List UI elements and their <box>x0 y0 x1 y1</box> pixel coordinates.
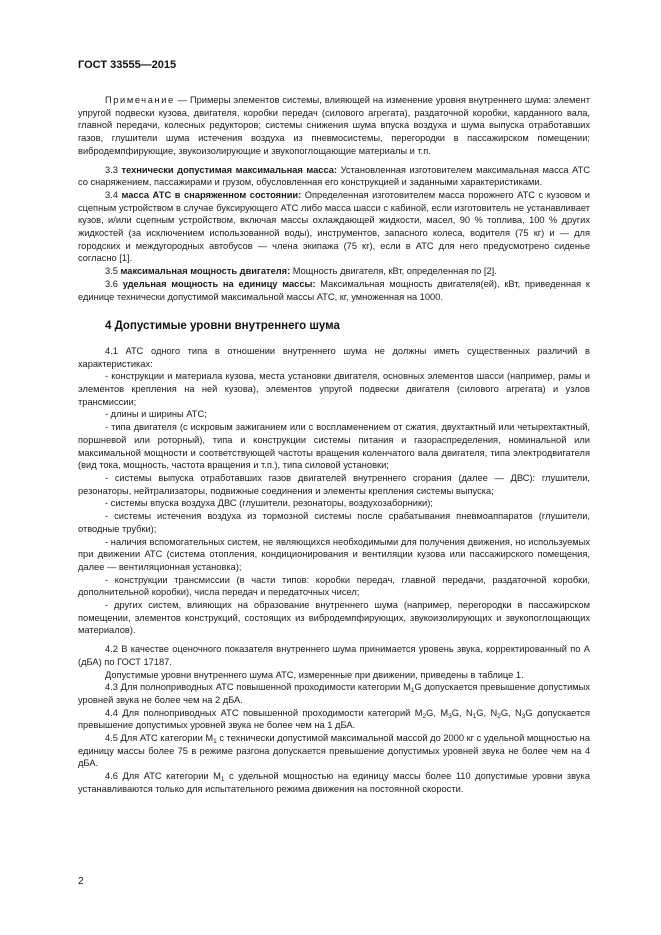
text-run: 4.3 Для полноприводных АТС повышенной проходимости категории M <box>105 682 411 693</box>
text-run: G, N <box>500 707 522 718</box>
text-run: G допускается превышение допустимых уровней звука не более чем на 2 дБА. <box>78 682 590 705</box>
definition-number: 3.4 <box>105 189 122 200</box>
definition-term: технически допустимая максимальная масса: <box>121 164 338 175</box>
subscript: 1 <box>410 687 415 695</box>
paragraph-4-3 <box>78 681 590 706</box>
text-run: 4.5 Для АТС категории M <box>105 733 214 744</box>
subscript: 1 <box>220 776 225 784</box>
subscript: 3 <box>521 712 526 720</box>
list-item: - наличия вспомогательных систем, не являющихся необходимыми для получения движения, но используемых при движении АТС (система отопления, кондиционирования и вентиляции кузова или пассажирского помещения, далее — вентиляционная установка); <box>78 536 590 572</box>
definition-text: Установленная изготовителем максимальная масса АТС со снаряжением, пассажирами и грузом, обусловленная его конструкцией и заданными характеристиками. <box>78 164 590 188</box>
definition-term: масса АТС в снаряженном состоянии: <box>121 189 302 200</box>
list-item: - системы истечения воздуха из тормозной системы после срабатывания пневмоаппаратов (глушители, отводные трубки); <box>78 511 590 534</box>
paragraph-4-4 <box>78 707 590 732</box>
note-paragraph <box>78 94 590 158</box>
note-label: Примечание <box>105 95 175 105</box>
text-run: 4.6 Для АТС категории M <box>105 771 221 782</box>
text-run: 4.4 Для полноприводных АТС повышенной проходимости категорий M <box>105 707 423 718</box>
list-item: - конструкции и материала кузова, места установки двигателя, основных элементов шасси (например, рамы и элементов крепления на ней кузова), элементов упругой подвески двигателя (силового агрегата) и узлов трансмиссии; <box>78 371 590 407</box>
text-run: G, N <box>451 707 473 718</box>
definition-number: 3.5 <box>105 266 121 277</box>
text-run: с удельной мощностью на единицу массы более 110 допустимые уровни звука устанавливаются только для испытательного режима движения на постоянной скорости. <box>78 771 590 794</box>
page-number: 2 <box>78 876 84 887</box>
definition-text: Максимальная мощность двигателя(ей), кВт, приведенная к единице технически допустимой максимальной массы АТС, кг, умноженная на 1000. <box>78 278 590 302</box>
text-run: с технически допустимой максимальной массой до 2000 кг с удельной мощностью на единицу массы более 75 в режиме разгона допускается превышение допустимых уровней звука не более чем на 4 дБА. <box>78 733 590 769</box>
list-item: - конструкции трансмиссии (в части типов: коробки передач, главной передачи, раздаточной коробки, дополнительной коробки), числа передач и передаточных чисел; <box>78 574 590 598</box>
paragraph-4-2: 4.2 В качестве оценочного показателя внутреннего шума принимается уровень звука, корректированный по А (дБА) по ГОСТ 17187. <box>78 644 590 667</box>
list-item: - системы выпуска отработавших газов двигателей внутреннего сгорания (далее — ДВС): глушители, резонаторы, нейтрализаторы, подвижные соединения и элементы крепления системы выпуска; <box>78 472 590 496</box>
subscript: 3 <box>448 712 452 720</box>
definition-term: удельная мощность на единицу массы: <box>122 278 316 289</box>
subscript: 1 <box>213 738 217 746</box>
subscript: 2 <box>422 712 427 720</box>
section-title: 4 Допустимые уровни внутреннего шума <box>105 320 340 333</box>
paragraph-4-1: 4.1 АТС одного типа в отношении внутреннего шума не должны иметь существенных различий в характеристиках: <box>78 345 590 369</box>
definition-term: максимальная мощность двигателя: <box>120 266 291 277</box>
definition-3-6 <box>78 278 590 303</box>
list-item: - системы впуска воздуха ДВС (глушители, резонаторы, воздухозаборники); <box>105 498 433 509</box>
paragraph-4-5 <box>78 732 590 770</box>
note-text: — Примеры элементов системы, влияющей на изменение уровня внутреннего шума: элемент упругой подвески кузова, двигателя, коробки передач (силового агрегата), раздаточной коробки, карданного вала, главной передачи, колесных редукторов; системы снижения шума впуска воздуха и шума выпуска отработавших газов, глушители шума истечения воздуха из пневмосистемы, перегородки в пассажирском помещении; вибродемпфирующие, звукоизолирующие и звукопоглощающие материалы и т.п. <box>78 95 590 156</box>
definition-text: Определенная изготовителем масса порожнего АТС с кузовом и сцепным устройством в случае буксирующего АТС либо масса шасси с кабиной, если изготовитель не устанавливает кузов, и/или сцепным устройством, включая массы охлаждающей жидкости, масел, 90 % топлива, 100 % других жидкостей (за исключением использованной воды), инструментов, запасного колеса, водителя (75 кг) и — для городских и междугородных автобусов — члена экипажа (75 кг), если в АТС для него предусмотрено сиденье согласно [1]. <box>78 189 590 264</box>
list-item: - длины и ширины АТС; <box>105 409 207 420</box>
definition-3-5 <box>78 265 590 278</box>
definition-text: Мощность двигателя, кВт, определенная по [2]. <box>290 266 497 277</box>
text-run: G допускается превышение допустимых уровней звука не более чем на 1 дБА. <box>78 707 590 731</box>
standard-header: ГОСТ 33555—2015 <box>78 59 177 71</box>
definition-3-4 <box>78 189 590 265</box>
definition-number: 3.3 <box>105 164 122 175</box>
list-item: - других систем, влияющих на образование внутреннего шума (например, перегородки в пассажирском помещении, элементов конструкций, состоящих из вибродемпфирующих, звукоизолирующих и звукопоглощающих материалов). <box>78 600 590 636</box>
text-run: G, M <box>426 707 449 718</box>
definition-3-3 <box>78 164 590 189</box>
definition-number: 3.6 <box>105 278 123 289</box>
paragraph-levels: Допустимые уровни внутреннего шума АТС, измеренные при движении, приведены в таблице 1. <box>105 669 524 680</box>
text-run: G, N <box>476 707 498 718</box>
list-item: - типа двигателя (с искровым зажиганием или с воспламенением от сжатия, двухтактный или четырехтактный, поршневой или роторный), типа и конструкции системы питания и газораспределения, номинальной или максимальной мощности и соответствующей частоты вращения коленчатого вала двигателя, типа электродвигателя (вид тока, мощность, частота вращения и т.п.), типа силовой установки; <box>78 422 590 471</box>
paragraph-4-6 <box>78 770 590 795</box>
subscript: 2 <box>497 712 501 720</box>
subscript: 1 <box>472 712 477 720</box>
document-body <box>78 94 590 796</box>
